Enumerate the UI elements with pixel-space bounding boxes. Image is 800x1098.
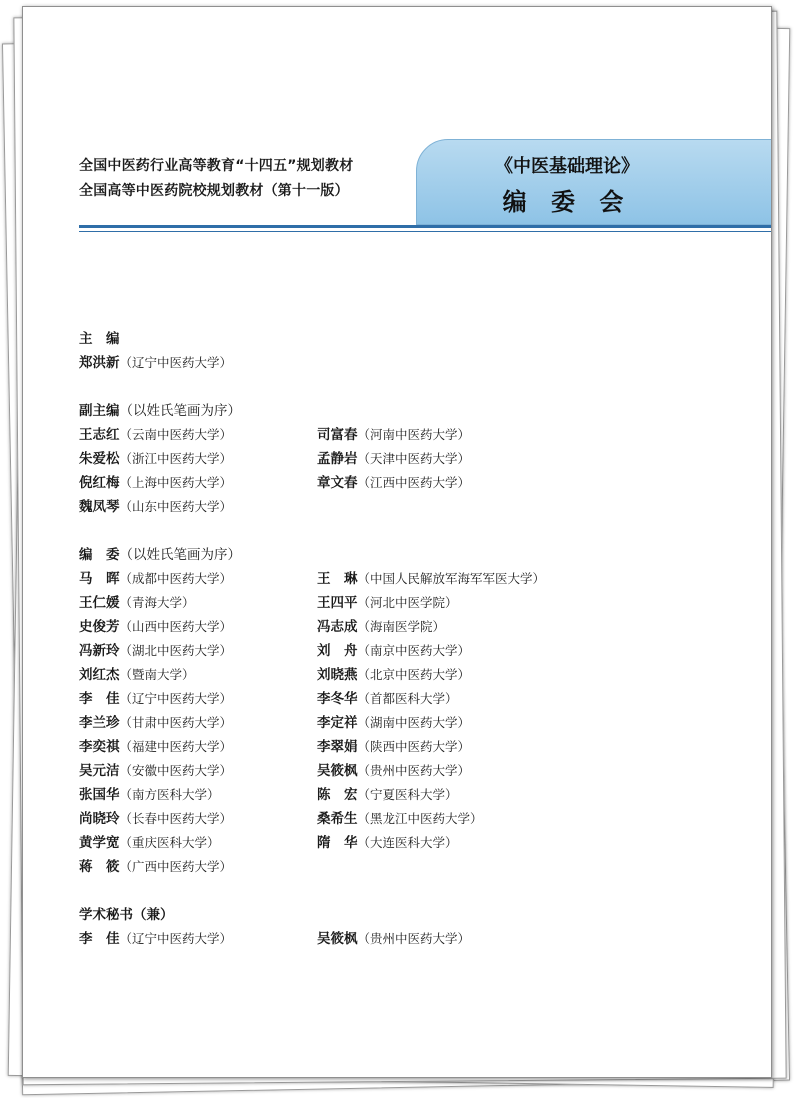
member-entry — [317, 759, 470, 783]
member-name: 李兰珍 — [79, 715, 120, 731]
editorial-board-heading — [79, 543, 241, 567]
list-item — [79, 735, 471, 759]
member-affiliation: （辽宁中医药大学） — [119, 355, 233, 370]
member-entry — [79, 471, 232, 495]
member-name: 陈 宏 — [317, 787, 358, 803]
member-affiliation: （湖南中医药大学） — [357, 715, 471, 730]
member-entry — [79, 663, 195, 687]
member-entry — [317, 687, 458, 711]
member-name: 倪红梅 — [79, 475, 120, 491]
list-item — [79, 591, 458, 615]
member-entry — [79, 567, 232, 591]
member-name: 蒋 筱 — [79, 859, 120, 875]
member-affiliation: （河南中医药大学） — [357, 427, 471, 442]
member-entry — [317, 927, 470, 951]
member-name: 吴筱枫 — [317, 931, 358, 947]
member-entry — [317, 567, 545, 591]
book-title: 《中医基础理论》 — [495, 156, 639, 177]
section-title: 学术秘书（兼） — [79, 907, 174, 923]
member-name: 张国华 — [79, 787, 120, 803]
list-item — [79, 615, 446, 639]
member-affiliation: （辽宁中医药大学） — [119, 691, 233, 706]
member-entry — [317, 615, 445, 639]
member-name: 马 晖 — [79, 571, 120, 587]
member-name: 李定祥 — [317, 715, 358, 731]
deputy-editors-heading — [79, 399, 241, 423]
member-name: 司富春 — [317, 427, 358, 443]
member-name: 吴筱枫 — [317, 763, 358, 779]
member-entry — [79, 687, 232, 711]
section-title: 主 编 — [79, 331, 120, 347]
member-entry — [317, 471, 470, 495]
member-entry — [79, 855, 232, 879]
member-affiliation: （暨南大学） — [119, 667, 195, 682]
member-affiliation: （广西中医药大学） — [119, 859, 233, 874]
member-affiliation: （江西中医药大学） — [357, 475, 471, 490]
member-entry — [79, 615, 232, 639]
member-affiliation: （中国人民解放军海军军医大学） — [357, 571, 546, 586]
member-entry — [317, 807, 483, 831]
member-affiliation: （北京中医药大学） — [357, 667, 471, 682]
member-affiliation: （山西中医药大学） — [119, 619, 233, 634]
header-rule-thin — [79, 231, 772, 232]
member-affiliation: （青海大学） — [119, 595, 195, 610]
section-note: （以姓氏笔画为序） — [119, 547, 241, 563]
chief-editor-heading — [79, 327, 241, 351]
list-item — [79, 423, 471, 447]
member-affiliation: （陕西中医药大学） — [357, 739, 471, 754]
list-item — [79, 663, 471, 687]
committee-heading: 编 委 会 — [502, 188, 632, 216]
member-name: 吴元洁 — [79, 763, 120, 779]
document-page — [22, 6, 772, 1078]
member-entry — [317, 591, 458, 615]
member-affiliation: （宁夏医科大学） — [357, 787, 458, 802]
list-item — [79, 783, 458, 807]
list-item — [79, 567, 546, 591]
list-item — [79, 759, 471, 783]
list-item — [79, 447, 471, 471]
title-banner — [416, 139, 772, 225]
member-entry — [317, 711, 470, 735]
series-line-2: 全国高等中医药院校规划教材（第十一版） — [79, 183, 349, 199]
member-name: 李翠娟 — [317, 739, 358, 755]
member-entry — [79, 351, 232, 375]
member-affiliation: （安徽中医药大学） — [119, 763, 233, 778]
member-entry — [79, 783, 220, 807]
member-name: 孟静岩 — [317, 451, 358, 467]
member-name: 李冬华 — [317, 691, 358, 707]
member-entry — [317, 831, 458, 855]
member-name: 刘晓燕 — [317, 667, 358, 683]
member-affiliation: （浙江中医药大学） — [119, 451, 233, 466]
member-name: 尚晓玲 — [79, 811, 120, 827]
member-affiliation: （贵州中医药大学） — [357, 931, 471, 946]
list-item — [79, 855, 241, 879]
secretary-heading — [79, 903, 241, 927]
series-header — [79, 154, 353, 204]
member-name: 冯志成 — [317, 619, 358, 635]
member-entry — [79, 927, 232, 951]
member-entry — [317, 423, 470, 447]
header-rule — [79, 225, 772, 228]
list-item — [79, 471, 471, 495]
series-line-1: 全国中医药行业高等教育“十四五”规划教材 — [79, 158, 354, 174]
member-name: 魏凤琴 — [79, 499, 120, 515]
member-affiliation: （黑龙江中医药大学） — [357, 811, 483, 826]
member-entry — [317, 663, 470, 687]
list-item — [79, 927, 471, 951]
member-entry — [317, 639, 470, 663]
member-entry — [79, 831, 220, 855]
member-entry — [79, 639, 232, 663]
member-name: 王仁媛 — [79, 595, 120, 611]
member-affiliation: （上海中医药大学） — [119, 475, 233, 490]
section-title: 编 委 — [79, 547, 120, 563]
member-entry — [79, 423, 232, 447]
member-name: 章文春 — [317, 475, 358, 491]
member-affiliation: （贵州中医药大学） — [357, 763, 471, 778]
member-entry — [79, 711, 232, 735]
member-affiliation: （大连医科大学） — [357, 835, 458, 850]
member-name: 王 琳 — [317, 571, 358, 587]
member-affiliation: （福建中医药大学） — [119, 739, 233, 754]
member-affiliation: （甘肃中医药大学） — [119, 715, 233, 730]
member-affiliation: （天津中医药大学） — [357, 451, 471, 466]
member-entry — [317, 447, 470, 471]
member-entry — [79, 591, 195, 615]
member-entry — [79, 447, 232, 471]
member-affiliation: （成都中医药大学） — [119, 571, 233, 586]
member-name: 李奕祺 — [79, 739, 120, 755]
member-name: 王志红 — [79, 427, 120, 443]
member-affiliation: （辽宁中医药大学） — [119, 931, 233, 946]
member-affiliation: （首都医科大学） — [357, 691, 458, 706]
list-item — [79, 807, 483, 831]
member-entry — [317, 783, 458, 807]
list-item — [79, 711, 471, 735]
member-entry — [79, 735, 232, 759]
member-entry — [317, 735, 470, 759]
member-affiliation: （南京中医药大学） — [357, 643, 471, 658]
member-name: 隋 华 — [317, 835, 358, 851]
member-name: 李 佳 — [79, 931, 120, 947]
member-affiliation: （云南中医药大学） — [119, 427, 233, 442]
section-title: 副主编 — [79, 403, 120, 419]
member-entry — [79, 759, 232, 783]
member-name: 刘 舟 — [317, 643, 358, 659]
member-affiliation: （海南医学院） — [357, 619, 446, 634]
committee-list — [79, 327, 546, 951]
member-affiliation: （山东中医药大学） — [119, 499, 233, 514]
member-name: 史俊芳 — [79, 619, 120, 635]
member-name: 朱爱松 — [79, 451, 120, 467]
list-item — [79, 687, 458, 711]
member-name: 桑希生 — [317, 811, 358, 827]
section-note: （以姓氏笔画为序） — [119, 403, 241, 419]
list-item — [79, 639, 471, 663]
member-affiliation: （湖北中医药大学） — [119, 643, 233, 658]
member-affiliation: （重庆医科大学） — [119, 835, 220, 850]
list-item — [79, 495, 241, 519]
list-item — [79, 831, 458, 855]
member-name: 李 佳 — [79, 691, 120, 707]
member-name: 黄学宽 — [79, 835, 120, 851]
member-name: 王四平 — [317, 595, 358, 611]
list-item — [79, 351, 241, 375]
member-affiliation: （南方医科大学） — [119, 787, 220, 802]
member-name: 郑洪新 — [79, 355, 120, 371]
member-entry — [79, 807, 232, 831]
member-affiliation: （河北中医学院） — [357, 595, 458, 610]
member-name: 刘红杰 — [79, 667, 120, 683]
member-name: 冯新玲 — [79, 643, 120, 659]
member-entry — [79, 495, 232, 519]
member-affiliation: （长春中医药大学） — [119, 811, 233, 826]
